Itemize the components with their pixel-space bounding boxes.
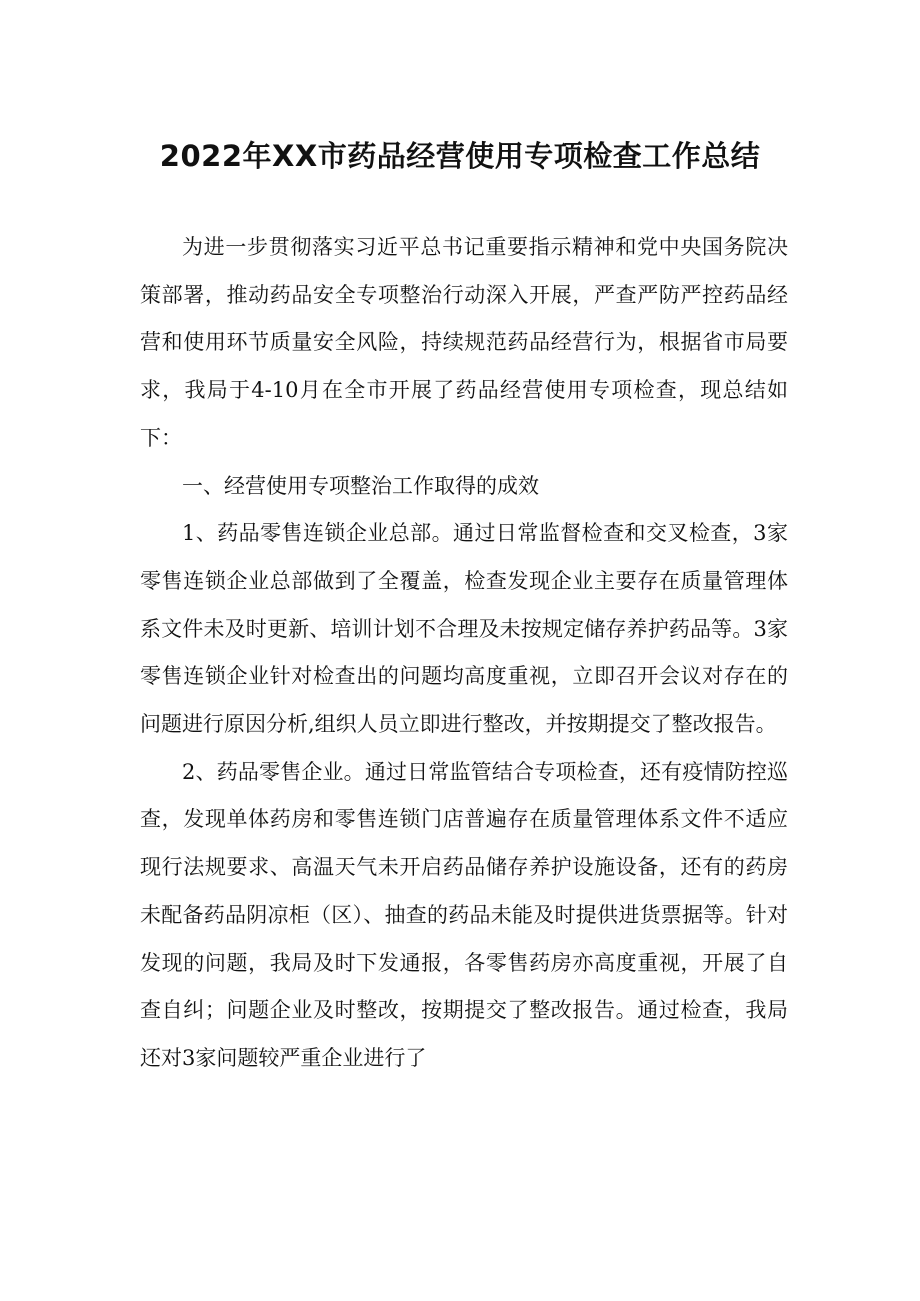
section-heading: 一、经营使用专项整治工作取得的成效 <box>182 473 539 498</box>
document-title: 2022年XX市药品经营使用专项检查工作总结 <box>159 139 761 173</box>
item-2-paragraph: 2、药品零售企业。通过日常监管结合专项检查，还有疫情防控巡查，发现单体药房和零售连锁门店普遍存在质量管理体系文件不适应现行法规要求、高温天气未开启药品储存养护设施设备，还有的药房未配备药品阴凉柜（区）、抽查的药品未能及时提供进货票据等。针对发现的问题，我局及时下发通报，各零售药房亦高度重视，开展了自查自纠；问题企业及时整改，按期提交了整改报告。通过检查，我局还对3家问题较严重企业进行了 <box>140 759 788 1070</box>
item-1-paragraph: 1、药品零售连锁企业总部。通过日常监督检查和交叉检查，3家零售连锁企业总部做到了全覆盖，检查发现企业主要存在质量管理体系文件未及时更新、培训计划不合理及未按规定储存养护药品等。3家零售连锁企业针对检查出的问题均高度重视，立即召开会议对存在的问题进行原因分析,组织人员立即进行整改，并按期提交了整改报告。 <box>140 521 788 737</box>
intro-paragraph: 为进一步贯彻落实习近平总书记重要指示精神和党中央国务院决策部署，推动药品安全专项整治行动深入开展，严查严防严控药品经营和使用环节质量安全风险，持续规范药品经营行为，根据省市局要求，我局于4-10月在全市开展了药品经营使用专项检查，现总结如下： <box>140 235 788 450</box>
document-body <box>140 224 788 1083</box>
